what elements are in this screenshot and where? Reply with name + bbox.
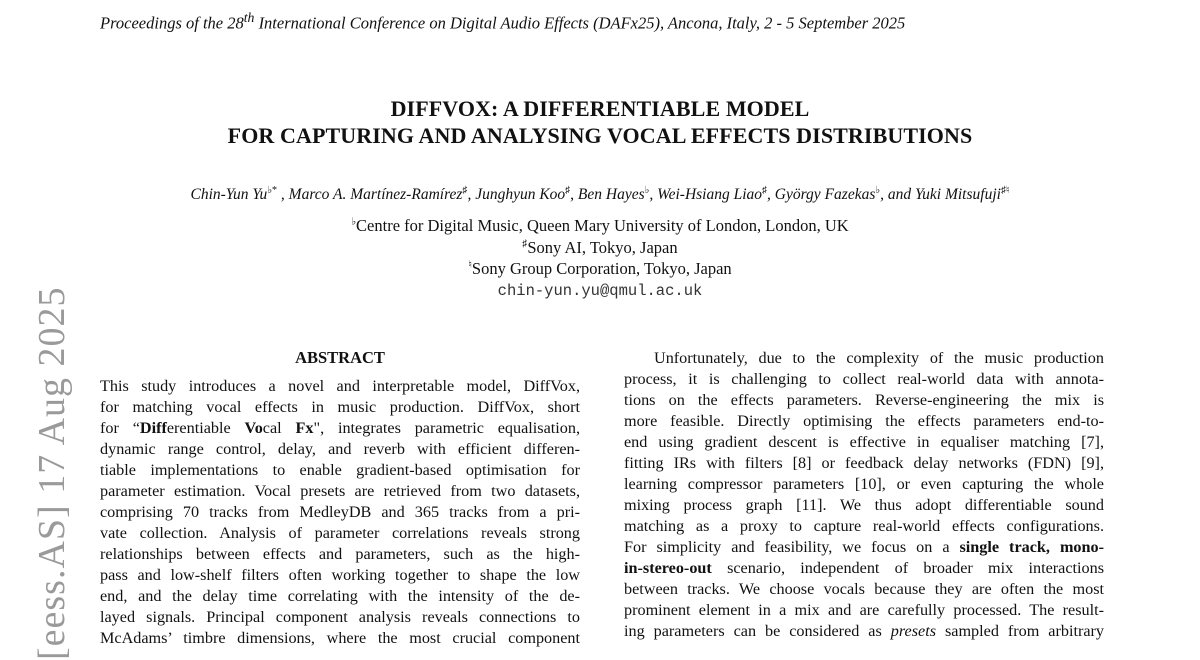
text-line: relationships between effects and parameters, such as the high- xyxy=(100,545,580,563)
author: Chin-Yun Yu♭* , xyxy=(190,185,289,204)
arxiv-stamp: [eess.AS] 17 Aug 2025 xyxy=(31,286,73,660)
text-line: matching as a proxy to capture real-world effects configurations. xyxy=(624,517,1104,535)
text-line: layed signals. Principal component analysis reveals connections to xyxy=(100,608,580,626)
text-line: Unfortunately, due to the complexity of the music production xyxy=(654,349,1104,367)
text-line: dynamic range control, delay, and reverb with efficient differen- xyxy=(100,440,580,458)
text-line: in-stereo-out scenario, independent of broader mix interactions xyxy=(624,559,1104,577)
text-line: between tracks. We choose vocals because they are often the most xyxy=(624,580,1104,598)
text-line: vate collection. Analysis of parameter correlations reveals strong xyxy=(100,524,580,542)
author: Yuki Mitsufuji♯♮ xyxy=(914,185,1010,204)
affiliation: ♭Centre for Digital Music, Queen Mary University of London, London, UK xyxy=(351,216,849,235)
author: Marco A. Martínez-Ramírez♯, xyxy=(288,185,476,204)
text-line: This study introduces a novel and interpretable model, DiffVox, xyxy=(100,377,580,395)
contact-email[interactable]: chin-yun.yu@qmul.ac.uk xyxy=(497,282,703,300)
text-line: McAdams’ timbre dimensions, where the most crucial component xyxy=(100,629,580,647)
author: Ben Hayes♭, xyxy=(577,185,658,204)
running-header: Proceedings of the 28th International Conference on Digital Audio Effects (DAFx25), Ancona, Italy, 2 - 5 September 2025 xyxy=(100,10,906,33)
text-line: fitting IRs with filters [8] or feedback delay networks (FDN) [9], xyxy=(624,454,1104,472)
text-line: end using gradient descent is effective in equaliser matching [7], xyxy=(624,433,1104,451)
abstract-heading: ABSTRACT xyxy=(295,348,385,367)
text-line: for matching vocal effects in music production. DiffVox, short xyxy=(100,398,580,416)
text-line: prominent element in a mix and are carefully processed. The result- xyxy=(624,601,1104,619)
author: György Fazekas♭, and xyxy=(774,185,915,204)
author: Wei-Hsiang Liao♯, xyxy=(657,185,775,204)
text-line: for “Differentiable Vocal Fx", integrates parametric equalisation, xyxy=(100,419,581,437)
paper-title-line-1: DIFFVOX: A DIFFERENTIABLE MODEL xyxy=(390,96,810,121)
text-line: tiable implementations to enable gradient-based optimisation for xyxy=(100,461,580,479)
text-line: learning compressor parameters [10], or even capturing the whole xyxy=(624,475,1104,493)
affiliation: ♮Sony Group Corporation, Tokyo, Japan xyxy=(468,259,732,278)
paper-title-line-2: FOR CAPTURING AND ANALYSING VOCAL EFFECTS DISTRIBUTIONS xyxy=(227,123,973,148)
text-line: pass and low-shelf filters often working together to shape the low xyxy=(100,566,580,584)
text-line: end, and the delay time correlating with the intensity of the de- xyxy=(100,587,580,605)
author-list xyxy=(0,185,1200,204)
text-line: ing parameters can be considered as presets sampled from arbitrary xyxy=(624,622,1105,640)
text-line: process, it is challenging to collect real-world data with annota- xyxy=(624,370,1104,388)
text-line: parameter estimation. Vocal presets are retrieved from two datasets, xyxy=(100,482,580,500)
text-line: tions on the effects parameters. Reverse-engineering the mix is xyxy=(624,391,1104,409)
author: Junghyun Koo♯, xyxy=(475,185,578,204)
affiliation: ♯Sony AI, Tokyo, Japan xyxy=(522,238,678,257)
text-line: more feasible. Directly optimising the effects parameters end-to- xyxy=(624,412,1104,430)
text-line: mixing process graph [11]. We thus adopt differentiable sound xyxy=(624,496,1104,514)
text-line: comprising 70 tracks from MedleyDB and 365 tracks from a pri- xyxy=(100,503,580,521)
text-line: For simplicity and feasibility, we focus on a single track, mono- xyxy=(624,538,1105,556)
